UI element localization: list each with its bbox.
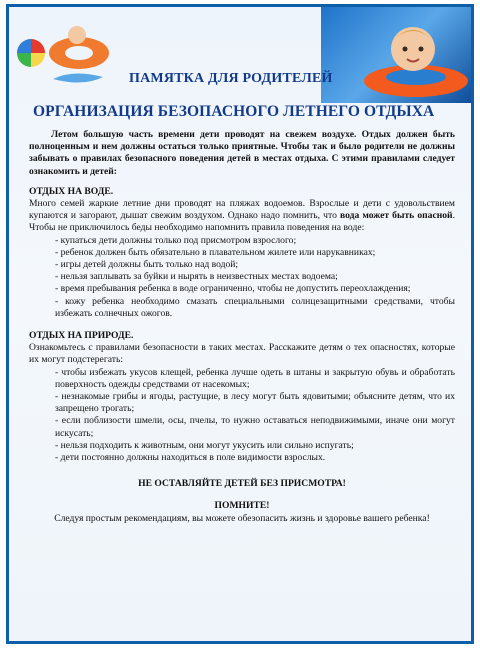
list-item: - время пребывания ребенка в воде ограниченно, чтобы не допустить переохлаждения;	[55, 283, 411, 295]
nature-paragraph: Ознакомьтесь с правилами безопасности в таких местах. Расскажите детям о тех опасностях, которые их могут подстерегать:	[29, 342, 455, 366]
water-text-after: . Чтобы не приключилось беды необходимо напомнить правила поведения на воде:	[29, 210, 455, 234]
water-text-bold: вода может быть опасной	[339, 210, 453, 222]
list-item: - ребенок должен быть обязательно в плавательном жилете или нарукавниках;	[55, 246, 376, 258]
list-item: - если поблизости шмели, осы, пчелы, то нужно оставаться неподвижимыми, иначе они могут искусать;	[55, 415, 455, 439]
list-item: - дети постоянно должны находиться в поле видимости взрослых.	[55, 452, 326, 464]
water-rules-list	[29, 235, 455, 320]
title-line-1: ПАМЯТКА ДЛЯ РОДИТЕЛЕЙ	[129, 71, 333, 86]
beach-ball-float-illustration	[13, 13, 123, 91]
list-item: - кожу ребенка необходимо смазать специальными солнцезащитными средствами, чтобы избежать солнечных ожогов.	[55, 295, 455, 319]
list-item: - нельзя подходить к животным, они могут укусить или сильно испугать;	[55, 439, 354, 451]
child-swim-ring-icon	[321, 7, 471, 103]
water-section-title: ОТДЫХ НА ВОДЕ.	[29, 185, 114, 197]
remember-heading: ПОМНИТЕ!	[214, 500, 270, 512]
memo-poster	[6, 4, 474, 644]
title-line-2: ОРГАНИЗАЦИЯ БЕЗОПАСНОГО ЛЕТНЕГО ОТДЫХА	[33, 103, 435, 120]
closing-text: Следуя простым рекомендациям, вы можете обезопасить жизнь и здоровье вашего ребенка!	[54, 512, 430, 524]
list-item: - игры детей должны быть только над водой;	[55, 259, 239, 271]
list-item: - нельзя заплывать за буйки и нырять в неизвестных местах водоема;	[55, 271, 338, 283]
nature-section-title: ОТДЫХ НА ПРИРОДЕ.	[29, 330, 134, 342]
nature-rules-list	[29, 367, 455, 465]
water-text-before: Много семей жаркие летние дни проводят на пляжах водоемов. Взрослые и дети с удовольствием купаются и загорают, дышат свежим воздухом. Однако надо помнить, что	[29, 198, 455, 222]
list-item: - чтобы избежать укусов клещей, ребенка лучше одеть в штаны и закрытую обувь и обработать поверхность одежды средствами от насекомых;	[55, 366, 455, 390]
list-item: - незнакомые грибы и ягоды, растущие, в лесу могут быть ядовитыми; объясните детям, что их запрещено трогать;	[55, 391, 455, 415]
child-in-pool-photo	[321, 7, 471, 103]
water-paragraph	[29, 198, 455, 235]
intro-paragraph: Летом большую часть времени дети проводят на свежем воздухе. Отдых должен быть полноценным и нем должны остаться только приятные. Чтобы так и было родители не должны забывать о правилах безопасного поведения детей в местах отдыха. С этими правилами следует ознакомить и детей:	[29, 129, 455, 177]
memo-content	[29, 129, 455, 525]
list-item: - купаться дети должны только под присмотром взрослого;	[55, 234, 297, 246]
warning-text: НЕ ОСТАВЛЯЙТЕ ДЕТЕЙ БЕЗ ПРИСМОТРА!	[138, 478, 346, 490]
